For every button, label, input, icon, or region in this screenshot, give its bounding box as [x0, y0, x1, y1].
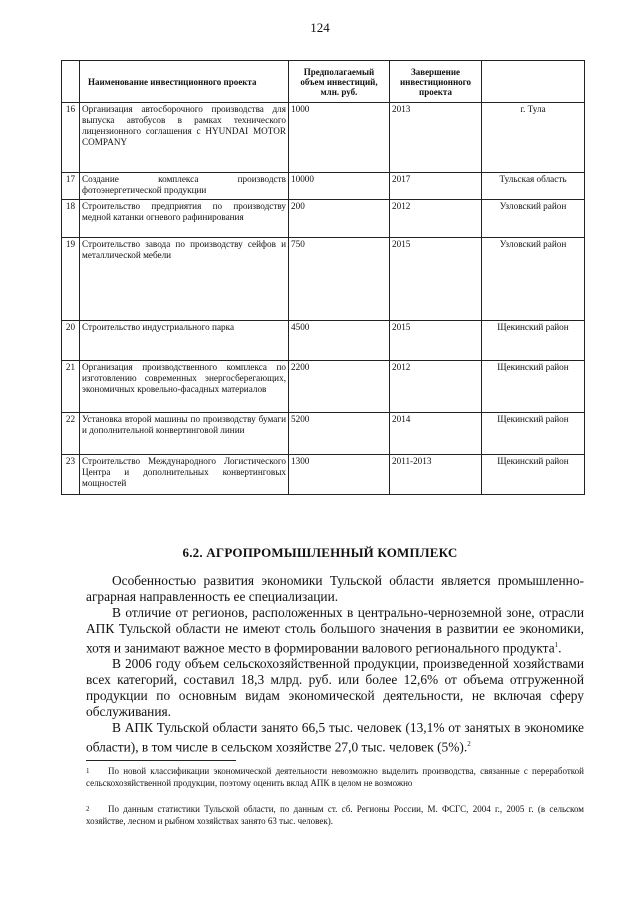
project-name: Организация автосборочного производства для выпуска автобусов в рамках технического лицензионного соглашения с HYUNDAI MOTOR COMPANY	[80, 103, 289, 173]
table-row	[62, 238, 585, 321]
page-number: 124	[310, 20, 330, 35]
paragraph-text: Особенностью развития экономики Тульской области является промышленно-аграрная направленность ее специализации.	[86, 573, 584, 604]
completion-year: 2017	[390, 173, 482, 200]
paragraph	[86, 605, 584, 656]
row-number: 17	[62, 173, 80, 200]
project-name: Строительство предприятия по производству медной катанки огневого рафинирования	[80, 200, 289, 238]
header-region	[482, 61, 585, 103]
project-name: Организация производственного комплекса по изготовлению современных энергосберегающих, экономичных кровельно-фасадных материалов	[80, 361, 289, 413]
section-body	[86, 573, 584, 756]
row-number: 19	[62, 238, 80, 321]
table-header-row	[62, 61, 585, 103]
paragraph-text: В отличие от регионов, расположенных в центрально-черноземной зоне, отрасли АПК Тульской области не имеют столь большого значения в развитии ее экономики, хотя и занимают важное место в формировании валового регионального продукта	[86, 605, 584, 656]
header-project-name: Наименование инвестиционного проекта	[80, 61, 289, 103]
footnote-text: По данным статистики Тульской области, по данным ст. сб. Регионы России, М. ФСГС, 2004 г., 2005 г. (в сельском хозяйстве, лесном и рыбном хозяйствах занято 63 тыс. человек).	[86, 804, 584, 826]
paragraph-text: В 2006 году объем сельскохозяйственной продукции, произведенной хозяйствами всех категорий, составил 18,3 млрд. руб. или более 12,6% от объема отгруженной продукции по основным видам экономической деятельности, не включая сферу обслуживания.	[86, 656, 584, 720]
project-region: Тульская область	[482, 173, 585, 200]
investment-volume: 750	[289, 238, 390, 321]
table-row	[62, 455, 585, 495]
paragraph	[86, 573, 584, 605]
investment-volume: 5200	[289, 413, 390, 455]
footnote-ref: 2	[467, 740, 471, 749]
completion-year: 2011-2013	[390, 455, 482, 495]
footnote-divider	[86, 760, 236, 761]
header-completion: Завершение инвестиционного проекта	[390, 61, 482, 103]
completion-year: 2013	[390, 103, 482, 173]
project-region: Щекинский район	[482, 361, 585, 413]
row-number: 21	[62, 361, 80, 413]
table-row	[62, 173, 585, 200]
project-region: Узловский район	[482, 200, 585, 238]
project-name: Установка второй машины по производству бумаги и дополнительной конвертинговой линии	[80, 413, 289, 455]
header-num	[62, 61, 80, 103]
paragraph	[86, 720, 584, 755]
footnote-text: По новой классификации экономической деятельности невозможно выделить производства, связанные с переработкой сельскохозяйственной продукции, поэтому оценить вклад АПК в целом не возможно	[86, 766, 584, 788]
completion-year: 2015	[390, 238, 482, 321]
paragraph-text: В АПК Тульской области занято 66,5 тыс. человек (13,1% от занятых в экономике области), в том числе в сельском хозяйстве 27,0 тыс. человек (5%).	[86, 720, 584, 755]
table-row	[62, 321, 585, 361]
header-investment-volume: Предполагаемый объем инвестиций, млн. руб.	[289, 61, 390, 103]
project-name: Строительство индустриального парка	[80, 321, 289, 361]
footnotes	[86, 765, 584, 841]
row-number: 23	[62, 455, 80, 495]
footnote-ref: 1	[554, 641, 559, 649]
investment-projects-table	[61, 60, 585, 495]
table-row	[62, 413, 585, 455]
footnote	[86, 765, 584, 789]
paragraph	[86, 656, 584, 720]
completion-year: 2012	[390, 200, 482, 238]
row-number: 22	[62, 413, 80, 455]
completion-year: 2014	[390, 413, 482, 455]
project-region: Щекинский район	[482, 413, 585, 455]
footnote	[86, 803, 584, 827]
project-region: Щекинский район	[482, 321, 585, 361]
project-region: Щекинский район	[482, 455, 585, 495]
project-name: Строительство завода по производству сейфов и металлической мебели	[80, 238, 289, 321]
row-number: 18	[62, 200, 80, 238]
investment-volume: 2200	[289, 361, 390, 413]
project-region: Узловский район	[482, 238, 585, 321]
table-row	[62, 200, 585, 238]
section-heading: 6.2. АГРОПРОМЫШЛЕННЫЙ КОМПЛЕКС	[182, 545, 458, 560]
project-name: Создание комплекса производств фотоэнергетической продукции	[80, 173, 289, 200]
footnote-mark: 1	[86, 767, 90, 775]
investment-volume: 1300	[289, 455, 390, 495]
completion-year: 2015	[390, 321, 482, 361]
footnote-mark: 2	[86, 805, 90, 813]
table-row	[62, 361, 585, 413]
project-region: г. Тула	[482, 103, 585, 173]
project-name: Строительство Международного Логистического Центра и дополнительных конвертинговых мощностей	[80, 455, 289, 495]
investment-volume: 200	[289, 200, 390, 238]
completion-year: 2012	[390, 361, 482, 413]
paragraph-tail: .	[558, 640, 562, 656]
investment-volume: 10000	[289, 173, 390, 200]
investment-volume: 4500	[289, 321, 390, 361]
row-number: 16	[62, 103, 80, 173]
investment-volume: 1000	[289, 103, 390, 173]
table-row	[62, 103, 585, 173]
row-number: 20	[62, 321, 80, 361]
